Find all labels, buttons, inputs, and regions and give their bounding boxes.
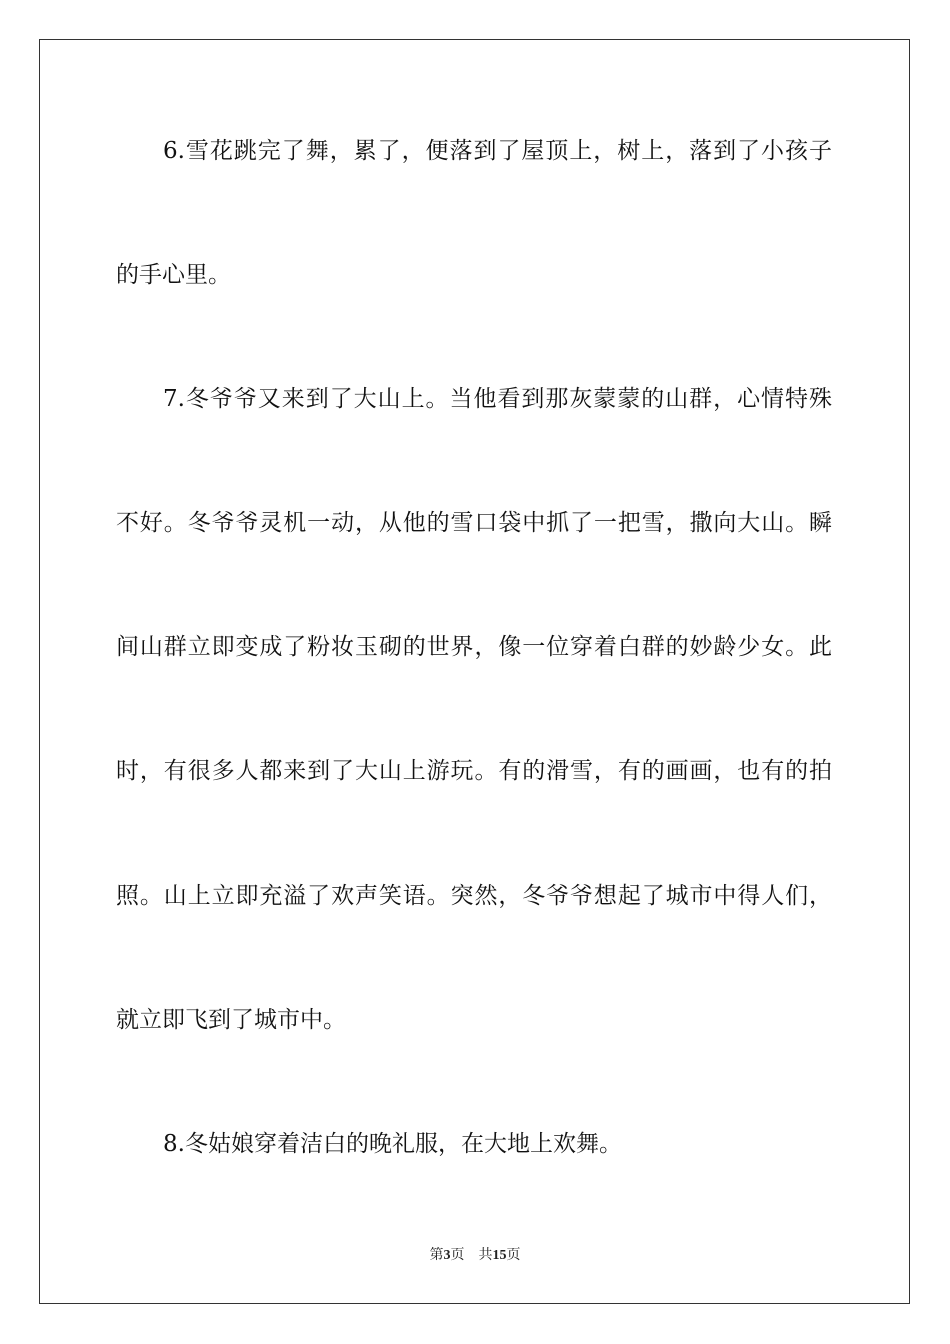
page-footer	[0, 1246, 950, 1266]
page-border	[39, 39, 910, 1304]
paragraph-7-line-2: 不好。冬爷爷灵机一动，从他的雪口袋中抓了一把雪，撒向大山。瞬	[116, 510, 832, 536]
total-suffix: 页	[506, 1248, 521, 1263]
paragraph-7-line-6: 就立即飞到了城市中。	[116, 1007, 346, 1033]
page-suffix: 页	[450, 1248, 465, 1263]
paragraph-7-line-5: 照。山上立即充溢了欢声笑语。突然，冬爷爷想起了城市中得人们，	[116, 883, 832, 909]
total-prefix: 共	[478, 1248, 493, 1263]
paragraph-7-line-3: 间山群立即变成了粉妆玉砌的世界，像一位穿着白群的妙龄少女。此	[116, 634, 832, 660]
paragraph-6-line-1: 6.雪花跳完了舞，累了，便落到了屋顶上，树上，落到了小孩子	[163, 138, 832, 164]
paragraph-6-line-2: 的手心里。	[116, 262, 231, 288]
page-number: 3	[443, 1248, 451, 1263]
paragraph-7-line-1: 7.冬爷爷又来到了大山上。当他看到那灰蒙蒙的山群，心情特殊	[163, 386, 832, 412]
page-prefix: 第	[429, 1248, 444, 1263]
total-pages: 15	[492, 1248, 507, 1263]
paragraph-7-line-4: 时，有很多人都来到了大山上游玩。有的滑雪，有的画画，也有的拍	[116, 758, 832, 784]
paragraph-8-line-1: 8.冬姑娘穿着洁白的晚礼服，在大地上欢舞。	[163, 1131, 622, 1157]
